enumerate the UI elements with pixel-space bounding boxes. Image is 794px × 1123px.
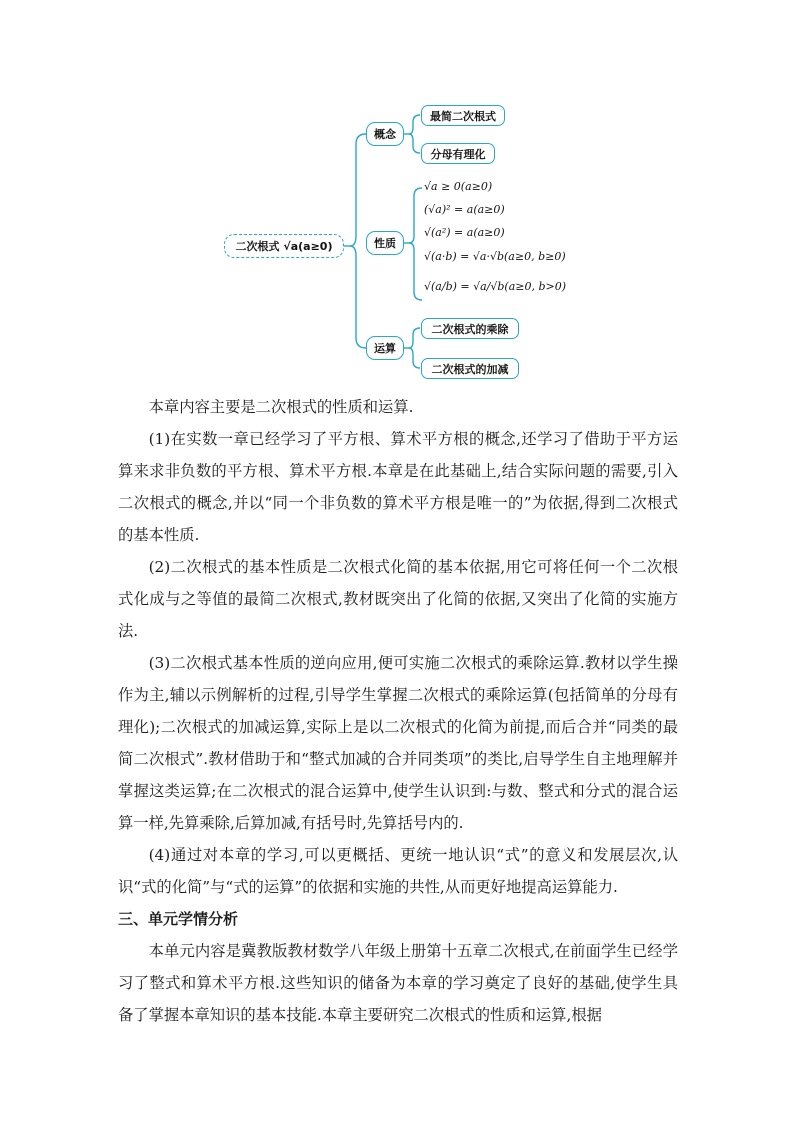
paragraph-2: (2)二次根式的基本性质是二次根式化简的基本依据,用它可将任何一个二次根式化成与之等值的最简二次根式,教材既突出了化简的依据,又突出了化简的实施方法. [118,558,678,640]
branch-property-label: 性质 [374,237,396,250]
branch-property [366,231,404,255]
branch-operation-label: 运算 [374,342,396,355]
paragraph-1: (1)在实数一章已经学习了平方根、算术平方根的概念,还学习了借助于平方运算来求非负数的平方根、算术平方根.本章是在此基础上,结合实际问题的需要,引入二次根式的概念,并以“同一个非负数的算术平方根是唯一的”为依据,得到二次根式的基本性质. [118,430,678,544]
formula-3: √(a²) = a(a≥0) [424,226,505,239]
branch-concept [366,122,404,146]
leaf-add-subtract [421,358,519,379]
paragraph-summary: 本章内容主要是二次根式的性质和运算. [148,398,414,416]
formula-4: √(a·b) = √a·√b(a≥0, b≥0) [424,250,566,263]
branch-operation [366,336,404,360]
leaf-multiply-divide [421,318,519,339]
paragraph-4: (4)通过对本章的学习,可以更概括、更统一地认识“式”的意义和发展层次,认识“式的化简”与“式的运算”的依据和实施的共性,从而更好地提高运算能力. [118,846,678,896]
paragraph-3: (3)二次根式基本性质的逆向应用,便可实施二次根式的乘除运算.教材以学生操作为主,辅以示例解析的过程,引导学生掌握二次根式的乘除运算(包括简单的分母有理化);二次根式的加减运算,实际上是以二次根式的化简为前提,而后合并“同类的最简二次根式”.教材借助于和“整式加减的合并同类项”的类比,启导学生自主地理解并掌握这类运算;在二次根式的混合运算中,使学生认识到:与数、整式和分式的混合运算一样,先算乘除,后算加减,有括号时,先算括号内的. [118,654,678,832]
leaf-simplest-radical-label: 最简二次根式 [430,109,496,123]
leaf-multiply-divide-label: 二次根式的乘除 [431,322,509,336]
root-node-label: 二次根式 √a(a≥0) [235,240,333,253]
formula-5: √(a/b) = √a/√b(a≥0, b>0) [424,280,567,293]
formula-1: √a ≥ 0(a≥0) [424,180,493,193]
chapter-content-text [118,391,678,1031]
leaf-rationalize-denominator [421,143,495,164]
section-paragraph: 本单元内容是冀教版教材数学八年级上册第十五章二次根式,在前面学生已经学习了整式和算术平方根.这些知识的储备为本章的学习奠定了良好的基础,使学生具备了掌握本章知识的基本技能.本章主要研究二次根式的性质和运算,根据 [118,942,678,1024]
concept-map [0,0,794,390]
root-node [224,234,344,258]
leaf-add-subtract-label: 二次根式的加减 [431,362,509,376]
leaf-simplest-radical [421,105,505,126]
concept-map-connectors [0,0,794,390]
section-heading: 三、单元学情分析 [118,910,239,928]
leaf-rationalize-denominator-label: 分母有理化 [430,147,486,161]
branch-concept-label: 概念 [374,128,396,141]
formula-2: (√a)² = a(a≥0) [424,203,505,216]
